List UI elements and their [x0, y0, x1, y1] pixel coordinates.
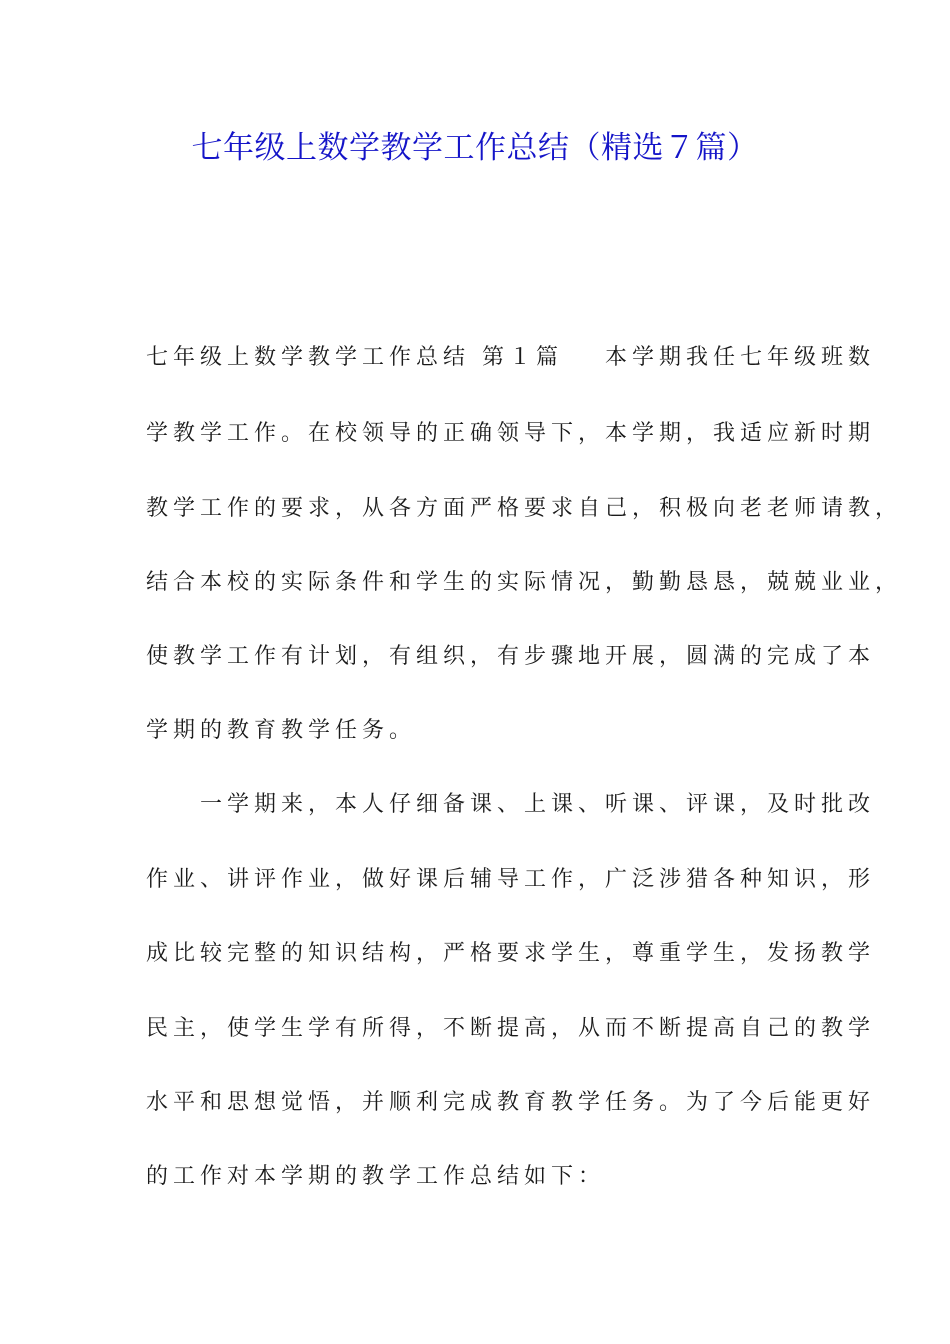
body-line-3: 教学工作的要求，从各方面严格要求自己，积极向老老师请教， — [146, 496, 903, 521]
body-line-4: 结合本校的实际条件和学生的实际情况，勤勤恳恳，兢兢业业， — [146, 570, 903, 595]
body-line-8: 作业、讲评作业，做好课后辅导工作，广泛涉猎各种知识，形 — [146, 867, 876, 892]
body-line-1 — [146, 338, 875, 378]
body-line-12: 的工作对本学期的教学工作总结如下： — [146, 1164, 606, 1189]
body-line-10: 民主，使学生学有所得，不断提高，从而不断提高自己的教学 — [146, 1016, 876, 1041]
body-text: 本学期我任七年级班数 — [605, 345, 876, 370]
document-title: 七年级上数学教学工作总结（精选７篇） — [191, 130, 759, 166]
body-line-9: 成比较完整的知识结构，严格要求学生，尊重学生，发扬教学 — [146, 941, 876, 966]
body-line-2: 学教学工作。在校领导的正确领导下，本学期，我适应新时期 — [146, 421, 876, 446]
body-line-7: 一学期来，本人仔细备课、上课、听课、评课，及时批改 — [146, 792, 876, 817]
section-heading: 七年级上数学教学工作总结 第１篇 — [146, 345, 563, 370]
body-line-11: 水平和思想觉悟，并顺利完成教育教学任务。为了今后能更好 — [146, 1090, 876, 1115]
body-line-5: 使教学工作有计划，有组织，有步骤地开展，圆满的完成了本 — [146, 644, 876, 669]
body-line-6: 学期的教育教学任务。 — [146, 718, 417, 743]
